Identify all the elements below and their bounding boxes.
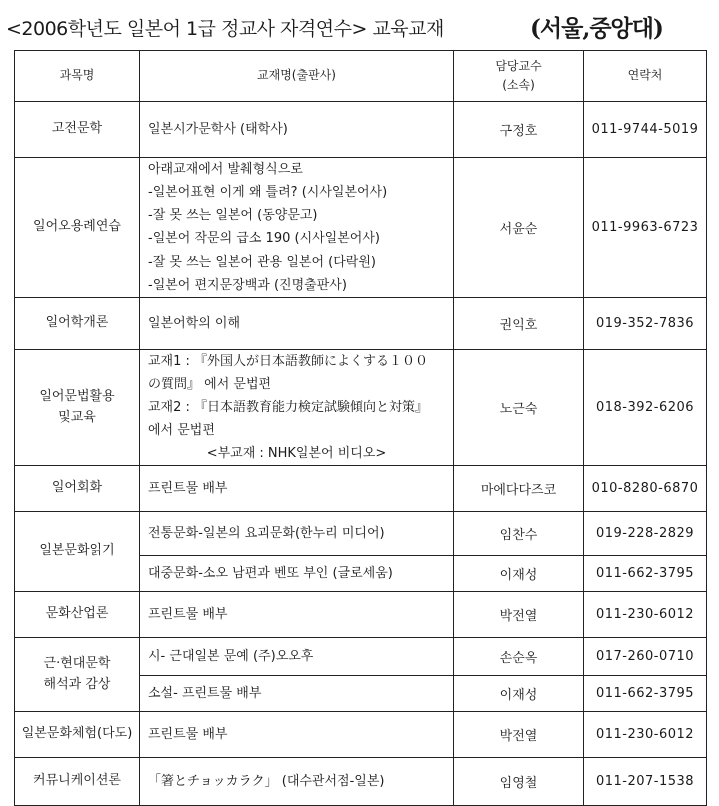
contact-cell: 017-260-0710 [584,638,707,676]
professor-cell: 임찬수 [454,512,584,556]
textbook-line: 프린트물 배부 [148,607,228,623]
contact-cell: 011-9744-5019 [584,102,707,158]
textbook-cell [140,102,454,158]
textbook-cell [140,466,454,512]
table-row [15,638,707,676]
table-row [15,158,707,298]
subject-line: 일어문법활용 [39,388,115,404]
sub-textbook-line: <부교재 : NHK일본어 비디오> [206,446,387,462]
professor-cell: 노근숙 [454,349,584,466]
contact-cell: 018-392-6206 [584,349,707,466]
professor-cell: 마에다다즈코 [454,466,584,512]
textbook-cell [140,158,454,298]
subject-cell: 일어학개론 [15,297,140,349]
subject-cell [15,349,140,466]
header-contact: 연락처 [584,51,707,102]
contact-cell: 011-9963-6723 [584,158,707,298]
textbook-line: の質問』 에서 문법편 [148,376,272,392]
header-professor [454,51,584,102]
contact-cell: 011-230-6012 [584,712,707,758]
professor-cell: 구정호 [454,102,584,158]
professor-cell: 손순옥 [454,638,584,676]
professor-cell: 임영철 [454,758,584,806]
professor-cell: 서윤순 [454,158,584,298]
table-header-row [15,51,707,102]
textbook-cell [140,592,454,638]
contact-cell: 010-8280-6870 [584,466,707,512]
subject-cell: 고전문학 [15,102,140,158]
page-title: <2006학년도 일본어 1급 정교사 자격연수> 교육교재 [6,18,444,40]
textbook-cell [140,712,454,758]
header-subject: 과목명 [15,51,140,102]
table-row [15,349,707,466]
textbook-line: 교재1 : 『外国人が日本語教師によくする１００ [148,353,429,369]
subject-cell: 커뮤니케이션론 [15,758,140,806]
subject-cell: 일본문화체험(다도) [15,712,140,758]
subject-cell [15,638,140,712]
table-row [15,592,707,638]
textbook-line: -잘 못 쓰는 일본어 (동양문고) [148,208,318,224]
subject-line: 해석과 감상 [43,676,111,692]
header-professor-line2: (소속) [502,78,535,92]
textbook-cell [140,349,454,466]
contact-cell: 019-228-2829 [584,512,707,556]
professor-cell: 박전열 [454,592,584,638]
subject-cell: 문화산업론 [15,592,140,638]
textbook-cell: 소설- 프린트물 배부 [140,676,454,712]
textbook-line: 교재2 : 『日本語教育能力検定試験傾向と対策』 [148,400,429,415]
contact-cell: 011-207-1538 [584,758,707,806]
textbook-cell: 시- 근대일본 문예 (주)오오후 [140,638,454,676]
table-row [15,758,707,806]
professor-cell: 권익호 [454,297,584,349]
professor-cell: 이재성 [454,676,584,712]
textbook-line: 프린트물 배부 [148,481,228,497]
table-row [15,102,707,158]
subject-cell: 일어회화 [15,466,140,512]
textbook-line: -일본어 작문의 급소 190 (시사일본어사) [148,231,380,247]
textbook-table [14,50,707,806]
table-row [15,466,707,512]
professor-cell: 박전열 [454,712,584,758]
header-textbook: 교재명(출판사) [140,51,454,102]
contact-cell: 019-352-7836 [584,297,707,349]
table-row [15,512,707,556]
table-row [15,712,707,758]
subject-line: 및교육 [58,409,96,425]
contact-cell: 011-662-3795 [584,556,707,592]
table-row [15,297,707,349]
subject-line: 근·현대문학 [43,656,111,672]
professor-cell: 이재성 [454,556,584,592]
textbook-cell [140,758,454,806]
textbook-line: 아래교재에서 발췌형식으로 [148,162,303,177]
handwritten-note: (서울,중앙대) [530,15,663,42]
textbook-line: -일본어표현 이게 왜 틀려? (시사일본어사) [148,185,388,201]
textbook-line: 일본어학의 이해 [148,315,241,331]
contact-cell: 011-230-6012 [584,592,707,638]
subject-cell: 일어오용례연습 [15,158,140,298]
contact-cell: 011-662-3795 [584,676,707,712]
header-professor-line1: 담당교수 [495,58,542,73]
textbook-line: 「箸とチョッカラク」 (대수관서점-일본) [148,774,385,790]
textbook-line: 프린트물 배부 [148,727,228,743]
textbook-line: 에서 문법편 [148,423,215,439]
textbook-cell: 대중문화-소오 남편과 벤또 부인 (글로세움) [140,556,454,592]
subject-cell: 일본문화읽기 [15,512,140,592]
textbook-line: -일본어 편지문장백과 (진명출판사) [148,277,347,293]
textbook-cell [140,297,454,349]
textbook-line: -잘 못 쓰는 일본어 관용 일본어 (다락원) [148,254,376,270]
textbook-line: 일본시가문학사 (태학사) [148,121,288,137]
textbook-cell: 전통문화-일본의 요괴문화(한누리 미디어) [140,512,454,556]
